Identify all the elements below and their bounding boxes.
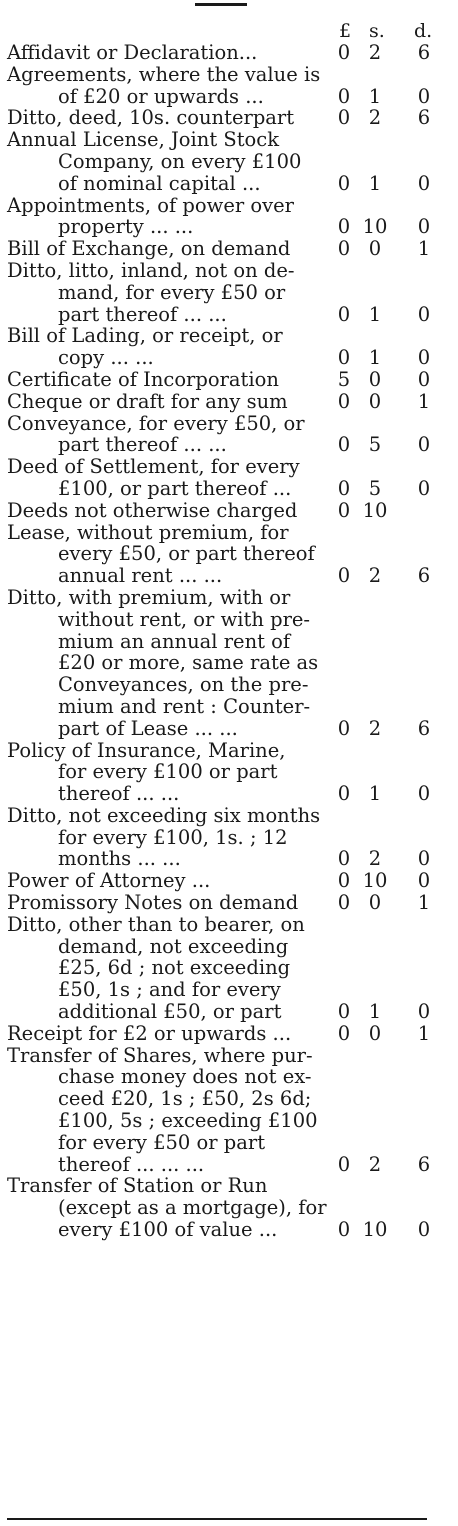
schedule-entry bbox=[0, 107, 458, 129]
shillings-value: 1 bbox=[368, 302, 382, 326]
pence-value: 6 bbox=[417, 41, 431, 64]
entry-text: Company, on every £100 bbox=[58, 149, 302, 173]
entry-line bbox=[0, 369, 458, 391]
pounds-value: 0 bbox=[337, 1152, 351, 1176]
pounds-value: 5 bbox=[337, 367, 351, 391]
entry-text: Affidavit or Declaration... bbox=[7, 41, 258, 64]
shillings-value: 0 bbox=[368, 237, 382, 261]
entry-line bbox=[0, 1175, 458, 1197]
pence-value: 1 bbox=[417, 237, 431, 261]
schedule-entry bbox=[0, 391, 458, 413]
entry-continuation-line bbox=[0, 674, 458, 696]
entry-line bbox=[0, 914, 458, 936]
entry-text: annual rent ... ... bbox=[58, 564, 223, 588]
pence-value: 0 bbox=[417, 302, 431, 326]
entry-text: Agreements, where the value is bbox=[7, 62, 321, 86]
entry-text: £20 or more, same rate as bbox=[58, 651, 319, 675]
pence-value: 0 bbox=[417, 1000, 431, 1024]
entry-continuation-line bbox=[0, 565, 458, 587]
entry-text: part thereof ... ... bbox=[58, 433, 227, 457]
pounds-value: 0 bbox=[337, 847, 351, 871]
schedule-entry bbox=[0, 129, 458, 194]
entry-continuation-line bbox=[0, 1088, 458, 1110]
entry-text: mium an annual rent of bbox=[58, 629, 291, 653]
pence-value: 1 bbox=[417, 891, 431, 915]
entry-text: Bill of Exchange, on demand bbox=[7, 237, 291, 261]
pence-value: 0 bbox=[417, 171, 431, 195]
schedule-entry bbox=[0, 587, 458, 740]
entry-text: ceed £20, 1s ; £50, 2s 6d; bbox=[58, 1087, 312, 1111]
pounds-header: £ bbox=[339, 20, 352, 42]
entry-text: Deed of Settlement, for every bbox=[7, 455, 300, 479]
entry-text: property ... ... bbox=[58, 215, 194, 239]
schedule-entry bbox=[0, 914, 458, 1023]
schedule-entry bbox=[0, 238, 458, 260]
pence-value: 0 bbox=[417, 84, 431, 108]
entry-line bbox=[0, 64, 458, 86]
pounds-value: 0 bbox=[337, 498, 351, 522]
entry-text: months ... ... bbox=[58, 847, 181, 871]
pounds-value: 0 bbox=[337, 237, 351, 261]
pence-value: 0 bbox=[417, 215, 431, 239]
schedule-entry bbox=[0, 1045, 458, 1176]
entry-line bbox=[0, 500, 458, 522]
pounds-value: 0 bbox=[337, 869, 351, 893]
shillings-value: 2 bbox=[368, 1152, 382, 1176]
pounds-value: 0 bbox=[337, 84, 351, 108]
entry-continuation-line bbox=[0, 1001, 458, 1023]
entry-text: mium and rent : Counter- bbox=[58, 694, 311, 718]
entry-continuation-line bbox=[0, 783, 458, 805]
pence-value: 0 bbox=[417, 1218, 431, 1242]
entry-continuation-line bbox=[0, 1154, 458, 1176]
shillings-value: 1 bbox=[368, 346, 382, 370]
shillings-value: 2 bbox=[368, 847, 382, 871]
entry-continuation-line bbox=[0, 1197, 458, 1219]
shillings-value: 0 bbox=[368, 1021, 382, 1045]
entry-line bbox=[0, 522, 458, 544]
pounds-value: 0 bbox=[337, 564, 351, 588]
shillings-value: 2 bbox=[368, 106, 382, 130]
entry-text: thereof ... ... ... bbox=[58, 1152, 205, 1176]
schedule-entry bbox=[0, 413, 458, 457]
shillings-value: 0 bbox=[368, 367, 382, 391]
shillings-value: 10 bbox=[362, 498, 388, 522]
shillings-value: 0 bbox=[368, 389, 382, 413]
entry-line bbox=[0, 413, 458, 435]
entry-text: demand, not exceeding bbox=[58, 934, 289, 958]
pounds-value: 0 bbox=[337, 215, 351, 239]
entry-line bbox=[0, 892, 458, 914]
shillings-value: 1 bbox=[368, 1000, 382, 1024]
entry-line bbox=[0, 195, 458, 217]
entry-line bbox=[0, 238, 458, 260]
entry-text: for every £100, 1s. ; 12 bbox=[58, 825, 288, 849]
entry-continuation-line bbox=[0, 347, 458, 369]
entry-text: Receipt for £2 or upwards ... bbox=[7, 1021, 292, 1045]
schedule-entry bbox=[0, 740, 458, 805]
shillings-value: 2 bbox=[368, 41, 382, 64]
entry-text: (except as a mortgage), for bbox=[58, 1196, 327, 1220]
pounds-value: 0 bbox=[337, 346, 351, 370]
schedule-entry bbox=[0, 500, 458, 522]
entry-text: Conveyance, for every £50, or bbox=[7, 411, 305, 435]
pence-value: 0 bbox=[417, 847, 431, 871]
entry-continuation-line bbox=[0, 86, 458, 108]
entry-text: Transfer of Station or Run bbox=[7, 1174, 268, 1198]
shillings-value: 1 bbox=[368, 171, 382, 195]
entry-text: Appointments, of power over bbox=[7, 193, 294, 217]
schedule-entry bbox=[0, 805, 458, 870]
entry-text: part of Lease ... ... bbox=[58, 716, 238, 740]
entry-text: Ditto, litto, inland, not on de- bbox=[7, 258, 295, 282]
pence-value: 0 bbox=[417, 869, 431, 893]
pence-value: 1 bbox=[417, 1021, 431, 1045]
pence-value: 0 bbox=[417, 346, 431, 370]
entry-text: Transfer of Shares, where pur- bbox=[7, 1043, 313, 1067]
entry-continuation-line bbox=[0, 478, 458, 500]
pounds-value: 0 bbox=[337, 171, 351, 195]
entry-continuation-line bbox=[0, 151, 458, 173]
shillings-value: 1 bbox=[368, 84, 382, 108]
entry-text: £100, 5s ; exceeding £100 bbox=[58, 1109, 318, 1133]
entry-line bbox=[0, 391, 458, 413]
entry-text: £25, 6d ; not exceeding bbox=[58, 956, 291, 980]
entry-text: copy ... ... bbox=[58, 346, 154, 370]
shillings-value: 10 bbox=[362, 215, 388, 239]
entry-text: of nominal capital ... bbox=[58, 171, 261, 195]
shillings-value: 1 bbox=[368, 782, 382, 806]
pence-value: 6 bbox=[417, 564, 431, 588]
entry-line bbox=[0, 805, 458, 827]
pence-value: 0 bbox=[417, 476, 431, 500]
shillings-value: 5 bbox=[368, 433, 382, 457]
entry-continuation-line bbox=[0, 1132, 458, 1154]
pounds-value: 0 bbox=[337, 433, 351, 457]
entry-text: Promissory Notes on demand bbox=[7, 891, 299, 915]
entry-continuation-line bbox=[0, 173, 458, 195]
pounds-value: 0 bbox=[337, 476, 351, 500]
stamp-duty-schedule bbox=[0, 42, 458, 1241]
entry-text: without rent, or with pre- bbox=[58, 607, 311, 631]
entry-text: Certificate of Incorporation bbox=[7, 367, 279, 391]
entry-text: for every £100 or part bbox=[58, 760, 278, 784]
entry-text: chase money does not ex- bbox=[58, 1065, 312, 1089]
schedule-entry bbox=[0, 195, 458, 239]
entry-text: Lease, without premium, for bbox=[7, 520, 289, 544]
entry-line bbox=[0, 587, 458, 609]
entry-text: £50, 1s ; and for every bbox=[58, 978, 281, 1002]
entry-continuation-line bbox=[0, 827, 458, 849]
schedule-entry bbox=[0, 260, 458, 325]
entry-continuation-line bbox=[0, 434, 458, 456]
shillings-value: 2 bbox=[368, 716, 382, 740]
pounds-value: 0 bbox=[337, 1000, 351, 1024]
shillings-value: 10 bbox=[362, 1218, 388, 1242]
entry-text: Ditto, with premium, with or bbox=[7, 585, 291, 609]
entry-continuation-line bbox=[0, 543, 458, 565]
pence-header: d. bbox=[414, 20, 433, 42]
entry-text: £100, or part thereof ... bbox=[58, 476, 292, 500]
pounds-value: 0 bbox=[337, 302, 351, 326]
entry-line bbox=[0, 1023, 458, 1045]
pence-value: 0 bbox=[417, 367, 431, 391]
entry-line bbox=[0, 260, 458, 282]
entry-line bbox=[0, 325, 458, 347]
pence-value: 1 bbox=[417, 389, 431, 413]
pounds-value: 0 bbox=[337, 716, 351, 740]
entry-text: Power of Attorney ... bbox=[7, 869, 211, 893]
entry-continuation-line bbox=[0, 848, 458, 870]
entry-continuation-line bbox=[0, 1066, 458, 1088]
schedule-entry bbox=[0, 870, 458, 892]
pounds-value: 0 bbox=[337, 41, 351, 64]
entry-continuation-line bbox=[0, 631, 458, 653]
schedule-entry bbox=[0, 325, 458, 369]
pence-value: 0 bbox=[417, 782, 431, 806]
pounds-value: 0 bbox=[337, 891, 351, 915]
top-rule bbox=[195, 3, 247, 6]
entry-text: Annual License, Joint Stock bbox=[7, 128, 280, 152]
pence-value: 6 bbox=[417, 716, 431, 740]
entry-text: Bill of Lading, or receipt, or bbox=[7, 324, 283, 348]
bottom-rule bbox=[7, 1518, 427, 1520]
pounds-value: 0 bbox=[337, 782, 351, 806]
entry-continuation-line bbox=[0, 1110, 458, 1132]
pounds-value: 0 bbox=[337, 1021, 351, 1045]
entry-line bbox=[0, 740, 458, 762]
schedule-entry bbox=[0, 1023, 458, 1045]
schedule-entry bbox=[0, 456, 458, 500]
entry-text: part thereof ... ... bbox=[58, 302, 227, 326]
entry-continuation-line bbox=[0, 652, 458, 674]
schedule-entry bbox=[0, 42, 458, 64]
pence-value: 6 bbox=[417, 106, 431, 130]
entry-text: Deeds not otherwise charged bbox=[7, 498, 298, 522]
entry-continuation-line bbox=[0, 761, 458, 783]
entry-continuation-line bbox=[0, 282, 458, 304]
pounds-value: 0 bbox=[337, 106, 351, 130]
entry-continuation-line bbox=[0, 1219, 458, 1241]
entry-text: Conveyances, on the pre- bbox=[58, 673, 309, 697]
pounds-value: 0 bbox=[337, 389, 351, 413]
entry-text: additional £50, or part bbox=[58, 1000, 282, 1024]
entry-line bbox=[0, 42, 458, 64]
entry-text: Ditto, not exceeding six months bbox=[7, 803, 321, 827]
entry-text: Cheque or draft for any sum bbox=[7, 389, 288, 413]
schedule-entry bbox=[0, 369, 458, 391]
schedule-entry bbox=[0, 64, 458, 108]
entry-text: thereof ... ... bbox=[58, 782, 180, 806]
entry-text: mand, for every £50 or bbox=[58, 280, 286, 304]
entry-continuation-line bbox=[0, 216, 458, 238]
entry-line bbox=[0, 1045, 458, 1067]
entry-text: Ditto, other than to bearer, on bbox=[7, 912, 305, 936]
schedule-entry bbox=[0, 892, 458, 914]
pounds-value: 0 bbox=[337, 1218, 351, 1242]
schedule-entry bbox=[0, 522, 458, 587]
entry-text: for every £50 or part bbox=[58, 1130, 266, 1154]
entry-text: every £50, or part thereof bbox=[58, 542, 315, 566]
entry-text: Policy of Insurance, Marine, bbox=[7, 738, 286, 762]
entry-continuation-line bbox=[0, 304, 458, 326]
shillings-value: 2 bbox=[368, 564, 382, 588]
shillings-value: 0 bbox=[368, 891, 382, 915]
entry-text: Ditto, deed, 10s. counterpart bbox=[7, 106, 295, 130]
entry-continuation-line bbox=[0, 979, 458, 1001]
entry-continuation-line bbox=[0, 957, 458, 979]
pence-value: 6 bbox=[417, 1152, 431, 1176]
column-headers bbox=[0, 20, 458, 42]
entry-continuation-line bbox=[0, 936, 458, 958]
entry-line bbox=[0, 107, 458, 129]
entry-line bbox=[0, 129, 458, 151]
entry-line bbox=[0, 456, 458, 478]
entry-line bbox=[0, 870, 458, 892]
entry-continuation-line bbox=[0, 696, 458, 718]
shillings-header: s. bbox=[369, 20, 385, 42]
entry-text: every £100 of value ... bbox=[58, 1218, 278, 1242]
shillings-value: 10 bbox=[362, 869, 388, 893]
schedule-entry bbox=[0, 1175, 458, 1240]
entry-continuation-line bbox=[0, 718, 458, 740]
pence-value: 0 bbox=[417, 433, 431, 457]
entry-continuation-line bbox=[0, 609, 458, 631]
shillings-value: 5 bbox=[368, 476, 382, 500]
entry-text: of £20 or upwards ... bbox=[58, 84, 264, 108]
